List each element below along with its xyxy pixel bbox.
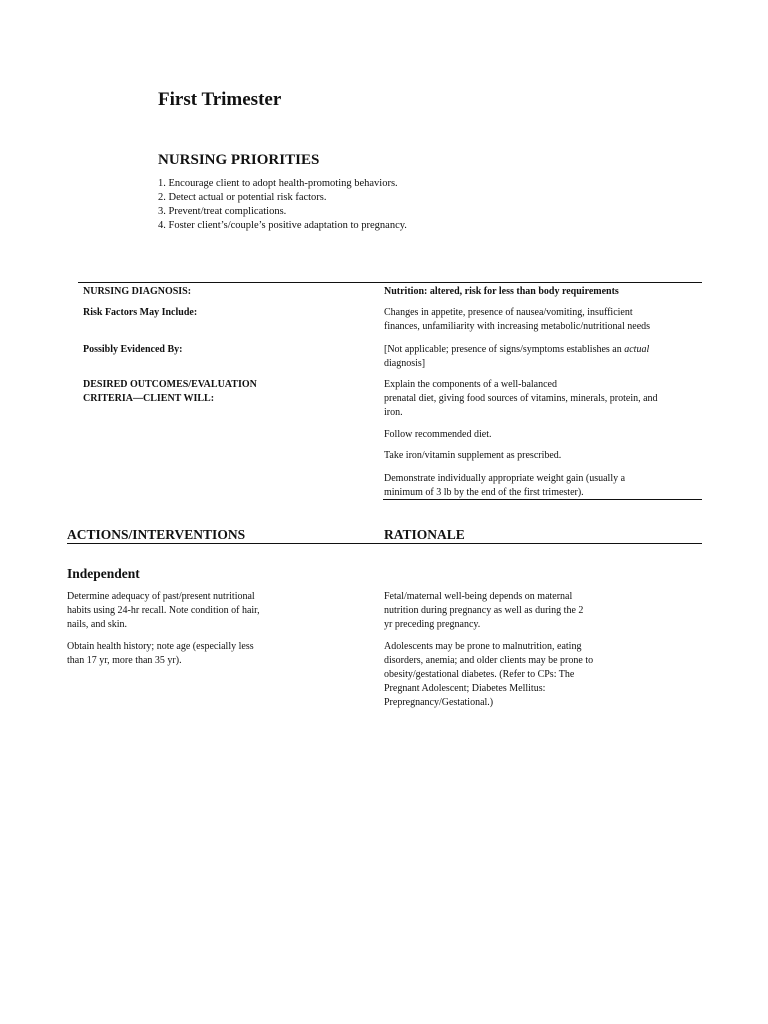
action-1 — [67, 590, 292, 632]
risk-factors-line: Changes in appetite, presence of nausea/vomiting, insufficient — [384, 307, 633, 318]
rationale-line: disorders, anemia; and older clients may be prone to — [384, 655, 594, 666]
action-line: habits using 24-hr recall. Note condition of hair, — [67, 605, 260, 616]
outcome-line: prenatal diet, giving food sources of vitamins, minerals, protein, and — [384, 393, 658, 404]
priorities-heading: NURSING PRIORITIES — [158, 152, 320, 168]
list-item: 3. Prevent/treat complications. — [158, 206, 287, 217]
outcome-2: Follow recommended diet. — [384, 429, 492, 440]
list-item: 4. Foster client’s/couple’s positive adaptation to pregnancy. — [158, 220, 407, 231]
action-line: Determine adequacy of past/present nutritional — [67, 591, 255, 602]
evidenced-by-text — [384, 343, 700, 371]
priorities-list — [158, 177, 407, 233]
rationale-line: yr preceding pregnancy. — [384, 619, 481, 630]
risk-factors-line: finances, unfamiliarity with increasing metabolic/nutritional needs — [384, 321, 651, 332]
action-line: nails, and skin. — [67, 619, 127, 630]
rationale-line: Fetal/maternal well-being depends on maternal — [384, 591, 573, 602]
diagnosis-bottom-rule — [383, 499, 702, 500]
desired-outcomes-label-line: CRITERIA—CLIENT WILL: — [83, 393, 215, 404]
rationale-line: Prepregnancy/Gestational.) — [384, 697, 494, 708]
list-item: 2. Detect actual or potential risk factors. — [158, 192, 327, 203]
evidenced-by-emphasis: actual — [624, 344, 650, 355]
rationale-line: obesity/gestational diabetes. (Refer to CPs: The — [384, 669, 575, 680]
diagnosis-value: Nutrition: altered, risk for less than body requirements — [384, 286, 619, 297]
evidenced-by-line: diagnosis] — [384, 358, 426, 369]
outcome-1 — [384, 378, 700, 420]
rationale-line: Adolescents may be prone to malnutrition, eating — [384, 641, 582, 652]
outcome-line: minimum of 3 lb by the end of the first trimester). — [384, 487, 584, 498]
desired-outcomes-label-line: DESIRED OUTCOMES/EVALUATION — [83, 379, 257, 390]
action-2 — [67, 640, 292, 668]
rationale-line: nutrition during pregnancy as well as during the 2 — [384, 605, 584, 616]
evidenced-by-line — [384, 343, 700, 357]
outcome-line: Demonstrate individually appropriate weight gain (usually a — [384, 473, 626, 484]
page-title: First Trimester — [158, 89, 282, 110]
rationale-2 — [384, 640, 634, 710]
outcome-line: iron. — [384, 407, 403, 418]
independent-heading: Independent — [67, 566, 140, 581]
evidenced-by-label: Possibly Evidenced By: — [83, 344, 183, 355]
actions-heading: ACTIONS/INTERVENTIONS — [67, 527, 246, 542]
action-line: than 17 yr, more than 35 yr). — [67, 655, 182, 666]
rationale-line: Pregnant Adolescent; Diabetes Mellitus: — [384, 683, 546, 694]
rationale-heading: RATIONALE — [384, 527, 465, 542]
diagnosis-label: NURSING DIAGNOSIS: — [83, 286, 192, 297]
outcome-3: Take iron/vitamin supplement as prescribed. — [384, 450, 562, 461]
outcome-line: Explain the components of a well-balanced — [384, 379, 557, 390]
evidenced-by-pre: [Not applicable; presence of signs/symptoms establishes an — [384, 344, 625, 355]
rationale-1 — [384, 590, 634, 632]
list-item: 1. Encourage client to adopt health-promoting behaviors. — [158, 178, 398, 189]
risk-factors-text — [384, 306, 700, 334]
outcome-4 — [384, 472, 700, 500]
action-line: Obtain health history; note age (especially less — [67, 641, 254, 652]
desired-outcomes-label — [83, 378, 363, 406]
risk-factors-label: Risk Factors May Include: — [83, 307, 198, 318]
diagnosis-top-rule — [78, 282, 702, 283]
actions-rule — [67, 543, 702, 544]
